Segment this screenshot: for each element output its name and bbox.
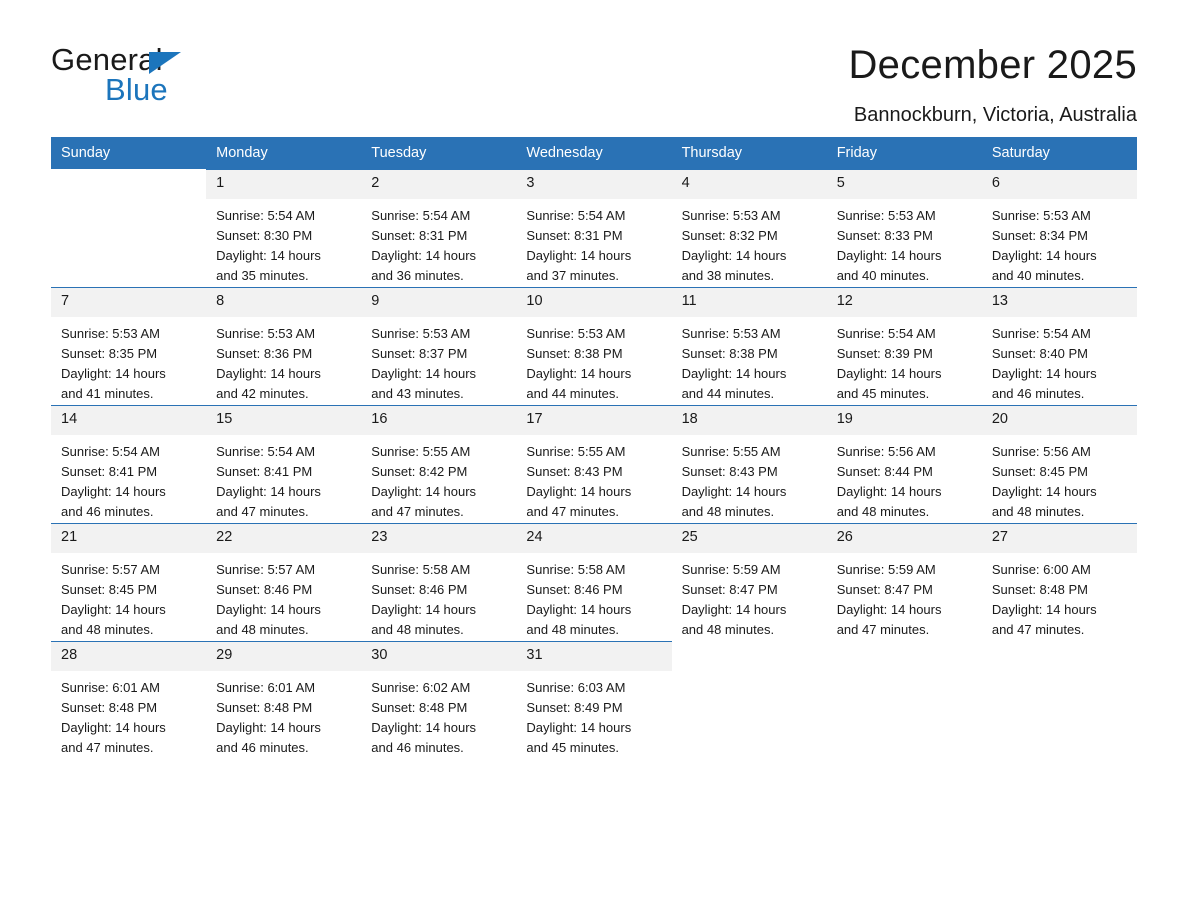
daylight-text: Daylight: 14 hours	[836, 366, 942, 381]
daylight-text: Daylight: 14 hours	[216, 602, 321, 617]
day-details	[206, 317, 361, 404]
sunrise-text: Sunrise: 6:03 AM	[526, 680, 626, 695]
daylight-text: Daylight: 14 hours	[681, 366, 787, 381]
calendar-week-row	[51, 287, 1137, 405]
daylight-text: Daylight: 14 hours	[61, 720, 166, 735]
daylight-text: Daylight: 14 hours	[61, 484, 166, 499]
day-cell[interactable]	[51, 287, 206, 405]
day-details	[982, 435, 1137, 522]
day-number: 20	[982, 406, 1137, 435]
sunrise-text: Sunrise: 5:58 AM	[371, 562, 471, 577]
daylight-text-cont: and 43 minutes.	[371, 386, 464, 401]
day-cell[interactable]	[672, 405, 827, 523]
sunrise-text: Sunrise: 5:54 AM	[371, 208, 471, 223]
day-number: 11	[672, 288, 827, 317]
day-cell[interactable]	[672, 523, 827, 641]
daylight-text-cont: and 48 minutes.	[836, 504, 930, 519]
daylight-text: Daylight: 14 hours	[991, 248, 1097, 263]
sunset-text: Sunset: 8:48 PM	[991, 582, 1088, 597]
daylight-text-cont: and 47 minutes.	[61, 740, 154, 755]
sunset-text: Sunset: 8:48 PM	[61, 700, 158, 715]
day-details	[982, 553, 1137, 640]
daylight-text: Daylight: 14 hours	[216, 720, 321, 735]
sunrise-sunset-calendar	[51, 137, 1137, 759]
sunset-text: Sunset: 8:43 PM	[681, 464, 778, 479]
daylight-text-cont: and 48 minutes.	[61, 622, 154, 637]
day-number: 29	[206, 642, 361, 671]
day-cell[interactable]	[206, 405, 361, 523]
sunrise-text: Sunrise: 5:54 AM	[526, 208, 626, 223]
day-number: 17	[516, 406, 671, 435]
day-cell[interactable]	[827, 287, 982, 405]
daylight-text: Daylight: 14 hours	[526, 366, 632, 381]
page-header	[51, 0, 1137, 126]
sunset-text: Sunset: 8:38 PM	[526, 346, 623, 361]
daylight-text-cont: and 48 minutes.	[681, 504, 775, 519]
day-number: 5	[827, 170, 982, 199]
day-cell[interactable]	[51, 641, 206, 759]
day-cell[interactable]	[361, 405, 516, 523]
sunset-text: Sunset: 8:49 PM	[526, 700, 623, 715]
daylight-text: Daylight: 14 hours	[371, 602, 477, 617]
sunrise-text: Sunrise: 5:53 AM	[991, 208, 1091, 223]
day-details	[361, 199, 516, 286]
day-cell-empty	[982, 641, 1137, 759]
daylight-text-cont: and 46 minutes.	[371, 740, 464, 755]
title-block	[211, 44, 1137, 127]
sunset-text: Sunset: 8:48 PM	[216, 700, 313, 715]
daylight-text-cont: and 36 minutes.	[371, 268, 464, 283]
day-details	[827, 553, 982, 640]
day-cell[interactable]	[206, 287, 361, 405]
day-cell[interactable]	[982, 523, 1137, 641]
daylight-text: Daylight: 14 hours	[991, 366, 1097, 381]
sunset-text: Sunset: 8:46 PM	[526, 582, 623, 597]
daylight-text: Daylight: 14 hours	[216, 366, 321, 381]
daylight-text-cont: and 48 minutes.	[216, 622, 309, 637]
general-blue-logo	[51, 44, 211, 106]
sunrise-text: Sunrise: 5:54 AM	[991, 326, 1091, 341]
day-details	[206, 199, 361, 286]
daylight-text: Daylight: 14 hours	[526, 484, 632, 499]
day-details	[672, 199, 827, 286]
day-number: 27	[982, 524, 1137, 553]
daylight-text: Daylight: 14 hours	[681, 248, 787, 263]
daylight-text-cont: and 48 minutes.	[991, 504, 1085, 519]
day-number: 23	[361, 524, 516, 553]
day-number: 31	[516, 642, 671, 671]
sunrise-text: Sunrise: 5:55 AM	[371, 444, 471, 459]
day-details	[827, 435, 982, 522]
calendar-week-row	[51, 523, 1137, 641]
daylight-text-cont: and 46 minutes.	[991, 386, 1085, 401]
sunset-text: Sunset: 8:38 PM	[681, 346, 778, 361]
daylight-text-cont: and 44 minutes.	[681, 386, 775, 401]
sunset-text: Sunset: 8:45 PM	[991, 464, 1088, 479]
sunset-text: Sunset: 8:31 PM	[526, 228, 623, 243]
day-number: 3	[516, 170, 671, 199]
sunset-text: Sunset: 8:30 PM	[216, 228, 313, 243]
day-cell[interactable]	[827, 405, 982, 523]
day-cell[interactable]	[206, 641, 361, 759]
sunrise-text: Sunrise: 6:01 AM	[216, 680, 316, 695]
daylight-text: Daylight: 14 hours	[371, 720, 477, 735]
sunrise-text: Sunrise: 5:57 AM	[216, 562, 316, 577]
day-cell[interactable]	[982, 405, 1137, 523]
day-details	[516, 317, 671, 404]
daylight-text-cont: and 44 minutes.	[526, 386, 619, 401]
day-cell[interactable]	[982, 169, 1137, 287]
daylight-text: Daylight: 14 hours	[681, 602, 787, 617]
day-number: 18	[672, 406, 827, 435]
day-number: 25	[672, 524, 827, 553]
daylight-text: Daylight: 14 hours	[216, 248, 321, 263]
daylight-text-cont: and 35 minutes.	[216, 268, 309, 283]
day-cell[interactable]	[206, 169, 361, 287]
logo-text-blue: Blue	[105, 72, 168, 107]
day-details	[516, 671, 671, 758]
day-details	[516, 435, 671, 522]
day-cell[interactable]	[361, 169, 516, 287]
sunset-text: Sunset: 8:47 PM	[681, 582, 778, 597]
day-number: 30	[361, 642, 516, 671]
sunrise-text: Sunrise: 5:58 AM	[526, 562, 626, 577]
sunset-text: Sunset: 8:35 PM	[61, 346, 158, 361]
weekday-header-saturday: Saturday	[982, 137, 1137, 169]
day-number: 2	[361, 170, 516, 199]
sunrise-text: Sunrise: 5:55 AM	[526, 444, 626, 459]
daylight-text: Daylight: 14 hours	[991, 484, 1097, 499]
weekday-header-sunday: Sunday	[51, 137, 206, 169]
sunrise-text: Sunrise: 5:53 AM	[526, 326, 626, 341]
day-cell-empty	[51, 169, 206, 287]
day-details	[361, 553, 516, 640]
sunset-text: Sunset: 8:31 PM	[371, 228, 468, 243]
day-details	[206, 553, 361, 640]
daylight-text: Daylight: 14 hours	[526, 720, 632, 735]
day-number: 7	[51, 288, 206, 317]
daylight-text-cont: and 38 minutes.	[681, 268, 775, 283]
weekday-header-wednesday: Wednesday	[516, 137, 671, 169]
day-number: 14	[51, 406, 206, 435]
page-title: December 2025	[848, 43, 1137, 87]
sunset-text: Sunset: 8:45 PM	[61, 582, 158, 597]
weekday-header-monday: Monday	[206, 137, 361, 169]
daylight-text: Daylight: 14 hours	[526, 248, 632, 263]
day-number: 21	[51, 524, 206, 553]
sunset-text: Sunset: 8:42 PM	[371, 464, 468, 479]
calendar-week-row	[51, 405, 1137, 523]
daylight-text-cont: and 47 minutes.	[991, 622, 1085, 637]
daylight-text-cont: and 42 minutes.	[216, 386, 309, 401]
daylight-text-cont: and 40 minutes.	[991, 268, 1085, 283]
day-cell[interactable]	[206, 523, 361, 641]
day-details	[51, 435, 206, 522]
sunset-text: Sunset: 8:40 PM	[991, 346, 1088, 361]
day-cell[interactable]	[516, 523, 671, 641]
daylight-text-cont: and 40 minutes.	[836, 268, 930, 283]
daylight-text-cont: and 48 minutes.	[371, 622, 464, 637]
calendar-week-row	[51, 641, 1137, 759]
day-details	[982, 317, 1137, 404]
sunset-text: Sunset: 8:47 PM	[836, 582, 933, 597]
day-cell-empty	[827, 641, 982, 759]
daylight-text-cont: and 47 minutes.	[836, 622, 930, 637]
day-cell[interactable]	[51, 523, 206, 641]
location-subtitle: Bannockburn, Victoria, Australia	[853, 104, 1137, 126]
day-cell[interactable]	[827, 523, 982, 641]
weekday-header-friday: Friday	[827, 137, 982, 169]
calendar-week-row	[51, 169, 1137, 287]
daylight-text-cont: and 47 minutes.	[216, 504, 309, 519]
sunset-text: Sunset: 8:41 PM	[216, 464, 313, 479]
sunrise-text: Sunrise: 5:53 AM	[681, 208, 781, 223]
day-details	[672, 553, 827, 640]
daylight-text-cont: and 45 minutes.	[836, 386, 930, 401]
daylight-text: Daylight: 14 hours	[371, 366, 477, 381]
daylight-text-cont: and 47 minutes.	[526, 504, 619, 519]
daylight-text: Daylight: 14 hours	[371, 484, 477, 499]
daylight-text-cont: and 46 minutes.	[216, 740, 309, 755]
day-cell[interactable]	[672, 287, 827, 405]
sunrise-text: Sunrise: 5:53 AM	[216, 326, 316, 341]
daylight-text-cont: and 46 minutes.	[61, 504, 154, 519]
day-details	[361, 671, 516, 758]
day-cell[interactable]	[516, 641, 671, 759]
day-number: 9	[361, 288, 516, 317]
sunrise-text: Sunrise: 5:53 AM	[371, 326, 471, 341]
daylight-text: Daylight: 14 hours	[526, 602, 632, 617]
day-number: 12	[827, 288, 982, 317]
day-number: 6	[982, 170, 1137, 199]
daylight-text: Daylight: 14 hours	[836, 484, 942, 499]
daylight-text: Daylight: 14 hours	[216, 484, 321, 499]
day-number: 22	[206, 524, 361, 553]
sunrise-text: Sunrise: 5:53 AM	[836, 208, 936, 223]
day-details	[206, 671, 361, 758]
sunrise-text: Sunrise: 5:55 AM	[681, 444, 781, 459]
daylight-text-cont: and 48 minutes.	[681, 622, 775, 637]
day-number: 15	[206, 406, 361, 435]
day-cell[interactable]	[361, 641, 516, 759]
sunset-text: Sunset: 8:32 PM	[681, 228, 778, 243]
sunrise-text: Sunrise: 5:54 AM	[61, 444, 160, 459]
sunrise-text: Sunrise: 5:54 AM	[836, 326, 936, 341]
sunset-text: Sunset: 8:44 PM	[836, 464, 933, 479]
day-cell[interactable]	[982, 287, 1137, 405]
day-details	[982, 199, 1137, 286]
sunrise-text: Sunrise: 5:59 AM	[836, 562, 936, 577]
sunset-text: Sunset: 8:36 PM	[216, 346, 313, 361]
daylight-text-cont: and 48 minutes.	[526, 622, 619, 637]
day-details	[51, 553, 206, 640]
day-cell[interactable]	[361, 523, 516, 641]
sunset-text: Sunset: 8:41 PM	[61, 464, 158, 479]
day-details	[206, 435, 361, 522]
day-details	[361, 317, 516, 404]
sunrise-text: Sunrise: 5:54 AM	[216, 444, 316, 459]
day-details	[51, 317, 206, 404]
sunset-text: Sunset: 8:46 PM	[216, 582, 313, 597]
weekday-header-thursday: Thursday	[672, 137, 827, 169]
logo-triangle-icon	[149, 52, 181, 74]
daylight-text: Daylight: 14 hours	[681, 484, 787, 499]
sunset-text: Sunset: 8:33 PM	[836, 228, 933, 243]
daylight-text-cont: and 45 minutes.	[526, 740, 619, 755]
sunrise-text: Sunrise: 5:54 AM	[216, 208, 316, 223]
day-cell[interactable]	[516, 169, 671, 287]
day-cell[interactable]	[516, 287, 671, 405]
day-cell[interactable]	[516, 405, 671, 523]
daylight-text: Daylight: 14 hours	[371, 248, 477, 263]
day-number: 19	[827, 406, 982, 435]
daylight-text: Daylight: 14 hours	[836, 248, 942, 263]
daylight-text-cont: and 47 minutes.	[371, 504, 464, 519]
sunrise-text: Sunrise: 5:53 AM	[61, 326, 160, 341]
daylight-text-cont: and 41 minutes.	[61, 386, 154, 401]
weekday-header-tuesday: Tuesday	[361, 137, 516, 169]
day-number: 1	[206, 170, 361, 199]
day-details	[516, 553, 671, 640]
sunrise-text: Sunrise: 5:53 AM	[681, 326, 781, 341]
sunrise-text: Sunrise: 5:59 AM	[681, 562, 781, 577]
sunrise-text: Sunrise: 6:01 AM	[61, 680, 160, 695]
day-details	[361, 435, 516, 522]
day-details	[827, 317, 982, 404]
daylight-text: Daylight: 14 hours	[61, 366, 166, 381]
day-number: 26	[827, 524, 982, 553]
day-number: 24	[516, 524, 671, 553]
day-cell[interactable]	[361, 287, 516, 405]
day-cell-empty	[672, 641, 827, 759]
day-details	[827, 199, 982, 286]
day-details	[672, 435, 827, 522]
sunset-text: Sunset: 8:46 PM	[371, 582, 468, 597]
daylight-text: Daylight: 14 hours	[836, 602, 942, 617]
sunset-text: Sunset: 8:37 PM	[371, 346, 468, 361]
sunrise-text: Sunrise: 5:56 AM	[836, 444, 936, 459]
sunset-text: Sunset: 8:43 PM	[526, 464, 623, 479]
day-number: 13	[982, 288, 1137, 317]
daylight-text: Daylight: 14 hours	[61, 602, 166, 617]
sunset-text: Sunset: 8:34 PM	[991, 228, 1088, 243]
sunrise-text: Sunrise: 6:00 AM	[991, 562, 1091, 577]
daylight-text-cont: and 37 minutes.	[526, 268, 619, 283]
day-cell[interactable]	[51, 405, 206, 523]
day-cell[interactable]	[672, 169, 827, 287]
weekday-header-row	[51, 137, 1137, 169]
sunrise-text: Sunrise: 5:57 AM	[61, 562, 160, 577]
day-cell[interactable]	[827, 169, 982, 287]
sunset-text: Sunset: 8:48 PM	[371, 700, 468, 715]
day-details	[672, 317, 827, 404]
logo-text-general: General	[51, 42, 163, 77]
sunrise-text: Sunrise: 5:56 AM	[991, 444, 1091, 459]
day-number: 28	[51, 642, 206, 671]
day-details	[516, 199, 671, 286]
day-number: 16	[361, 406, 516, 435]
sunset-text: Sunset: 8:39 PM	[836, 346, 933, 361]
day-number: 4	[672, 170, 827, 199]
day-number: 10	[516, 288, 671, 317]
day-details	[51, 671, 206, 758]
daylight-text: Daylight: 14 hours	[991, 602, 1097, 617]
sunrise-text: Sunrise: 6:02 AM	[371, 680, 471, 695]
day-number: 8	[206, 288, 361, 317]
